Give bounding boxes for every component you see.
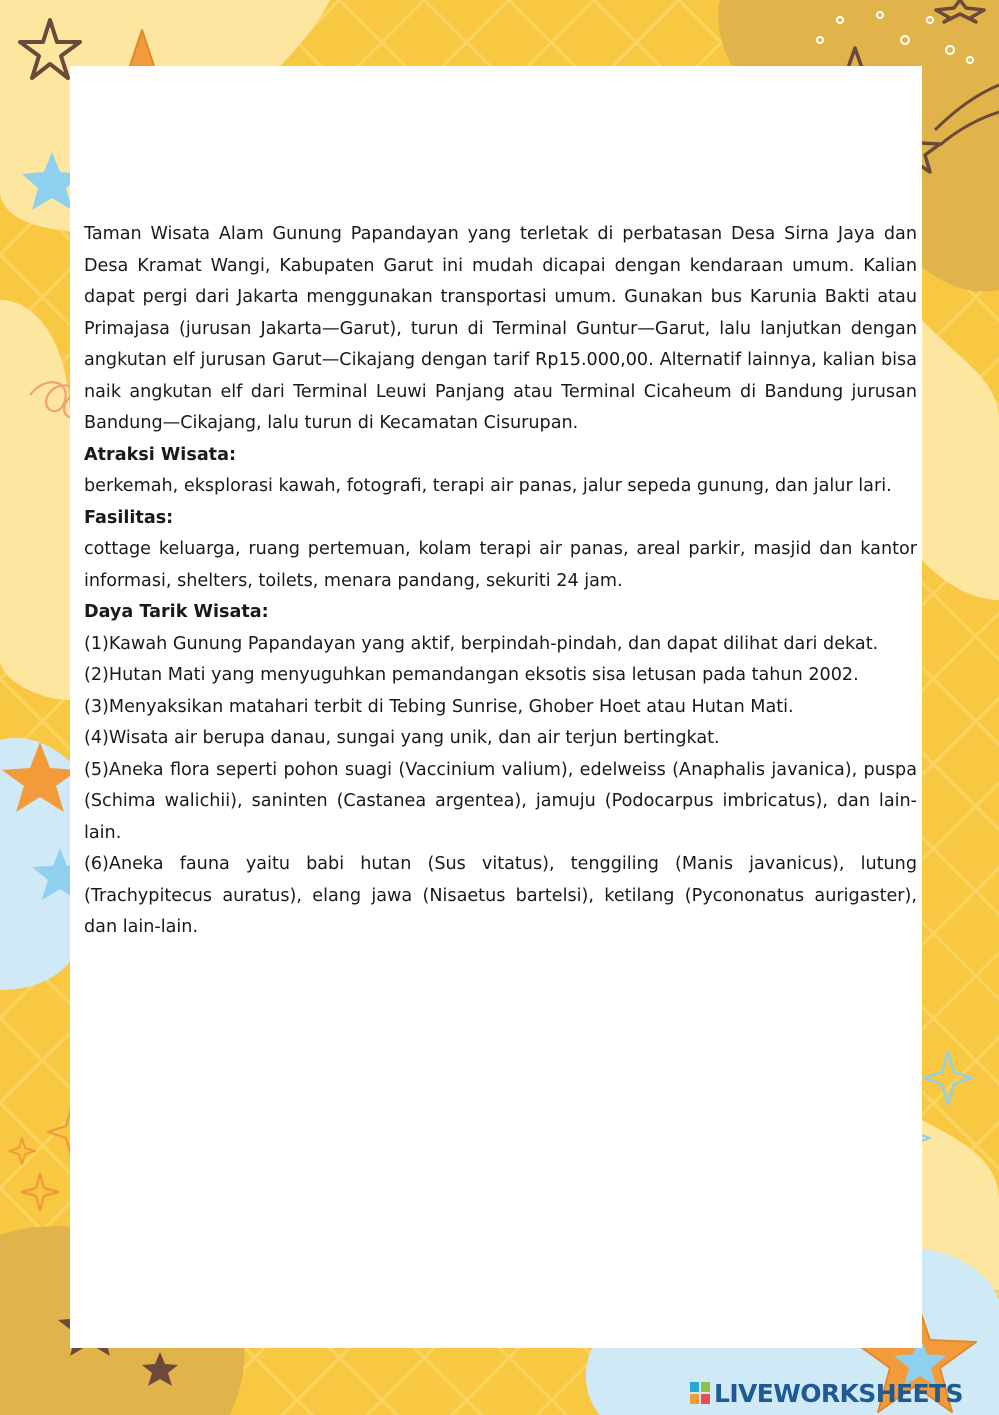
intro-paragraph: Taman Wisata Alam Gunung Papandayan yang terletak di perbatasan Desa Sirna Jaya dan Desa Kramat Wangi, Kabupaten Garut ini mudah dicapai dengan kendaraan umum. Kalian dapat pergi dari Jakarta menggunakan transportasi umum. Gunakan bus Karunia Bakti atau Primajasa (jurusan Jakarta—Garut), turun di Terminal Guntur—Garut, lalu lanjutkan dengan angkutan elf jurusan Garut—Cikajang dengan tarif Rp15.000,00. Alternatif lainnya, kalian bisa naik angkutan elf dari Terminal Leuwi Panjang atau Terminal Cicaheum di Bandung jurusan Bandung—Cikajang, lalu turun di Kecamatan Cisurupan. — [84, 224, 917, 433]
appeal-item-3: (3)Menyaksikan matahari terbit di Tebing Sunrise, Ghober Hoet atau Hutan Mati. — [84, 696, 794, 717]
appeal-item-5: (5)Aneka flora seperti pohon suagi (Vaccinium valium), edelweiss (Anaphalis javanica), puspa (Schima walichii), saninten (Castanea argentea), jamuju (Podocarpus imbricatus), dan lain-lain. — [84, 759, 917, 843]
attractions-heading: Atraksi Wisata: — [84, 444, 237, 465]
document-body — [84, 219, 917, 944]
attractions-text: berkemah, eksplorasi kawah, fotografi, terapi air panas, jalur sepeda gunung, dan jalur lari. — [84, 476, 892, 496]
liveworksheets-logo-icon — [690, 1382, 710, 1404]
liveworksheets-logo[interactable] — [690, 1376, 963, 1410]
liveworksheets-logo-text: LIVEWORKSHEETS — [714, 1378, 963, 1408]
facilities-heading: Fasilitas: — [84, 507, 174, 528]
appeal-heading: Daya Tarik Wisata: — [84, 602, 269, 622]
appeal-item-4: (4)Wisata air berupa danau, sungai yang unik, dan air terjun bertingkat. — [84, 728, 720, 748]
facilities-text: cottage keluarga, ruang pertemuan, kolam terapi air panas, areal parkir, masjid dan kantor informasi, shelters, toilets, menara pandang, sekuriti 24 jam. — [84, 539, 917, 591]
appeal-item-1: (1)Kawah Gunung Papandayan yang aktif, berpindah-pindah, dan dapat dilihat dari dekat. — [84, 633, 879, 654]
appeal-item-6: (6)Aneka fauna yaitu babi hutan (Sus vitatus), tenggiling (Manis javanicus), lutung (Trachypitecus auratus), elang jawa (Nisaetus bartelsi), ketilang (Pycononatus aurigaster), dan lain-lain. — [84, 854, 917, 937]
appeal-item-2: (2)Hutan Mati yang menyuguhkan pemandangan eksotis sisa letusan pada tahun 2002. — [84, 665, 859, 685]
cream-blob-left — [0, 300, 70, 700]
